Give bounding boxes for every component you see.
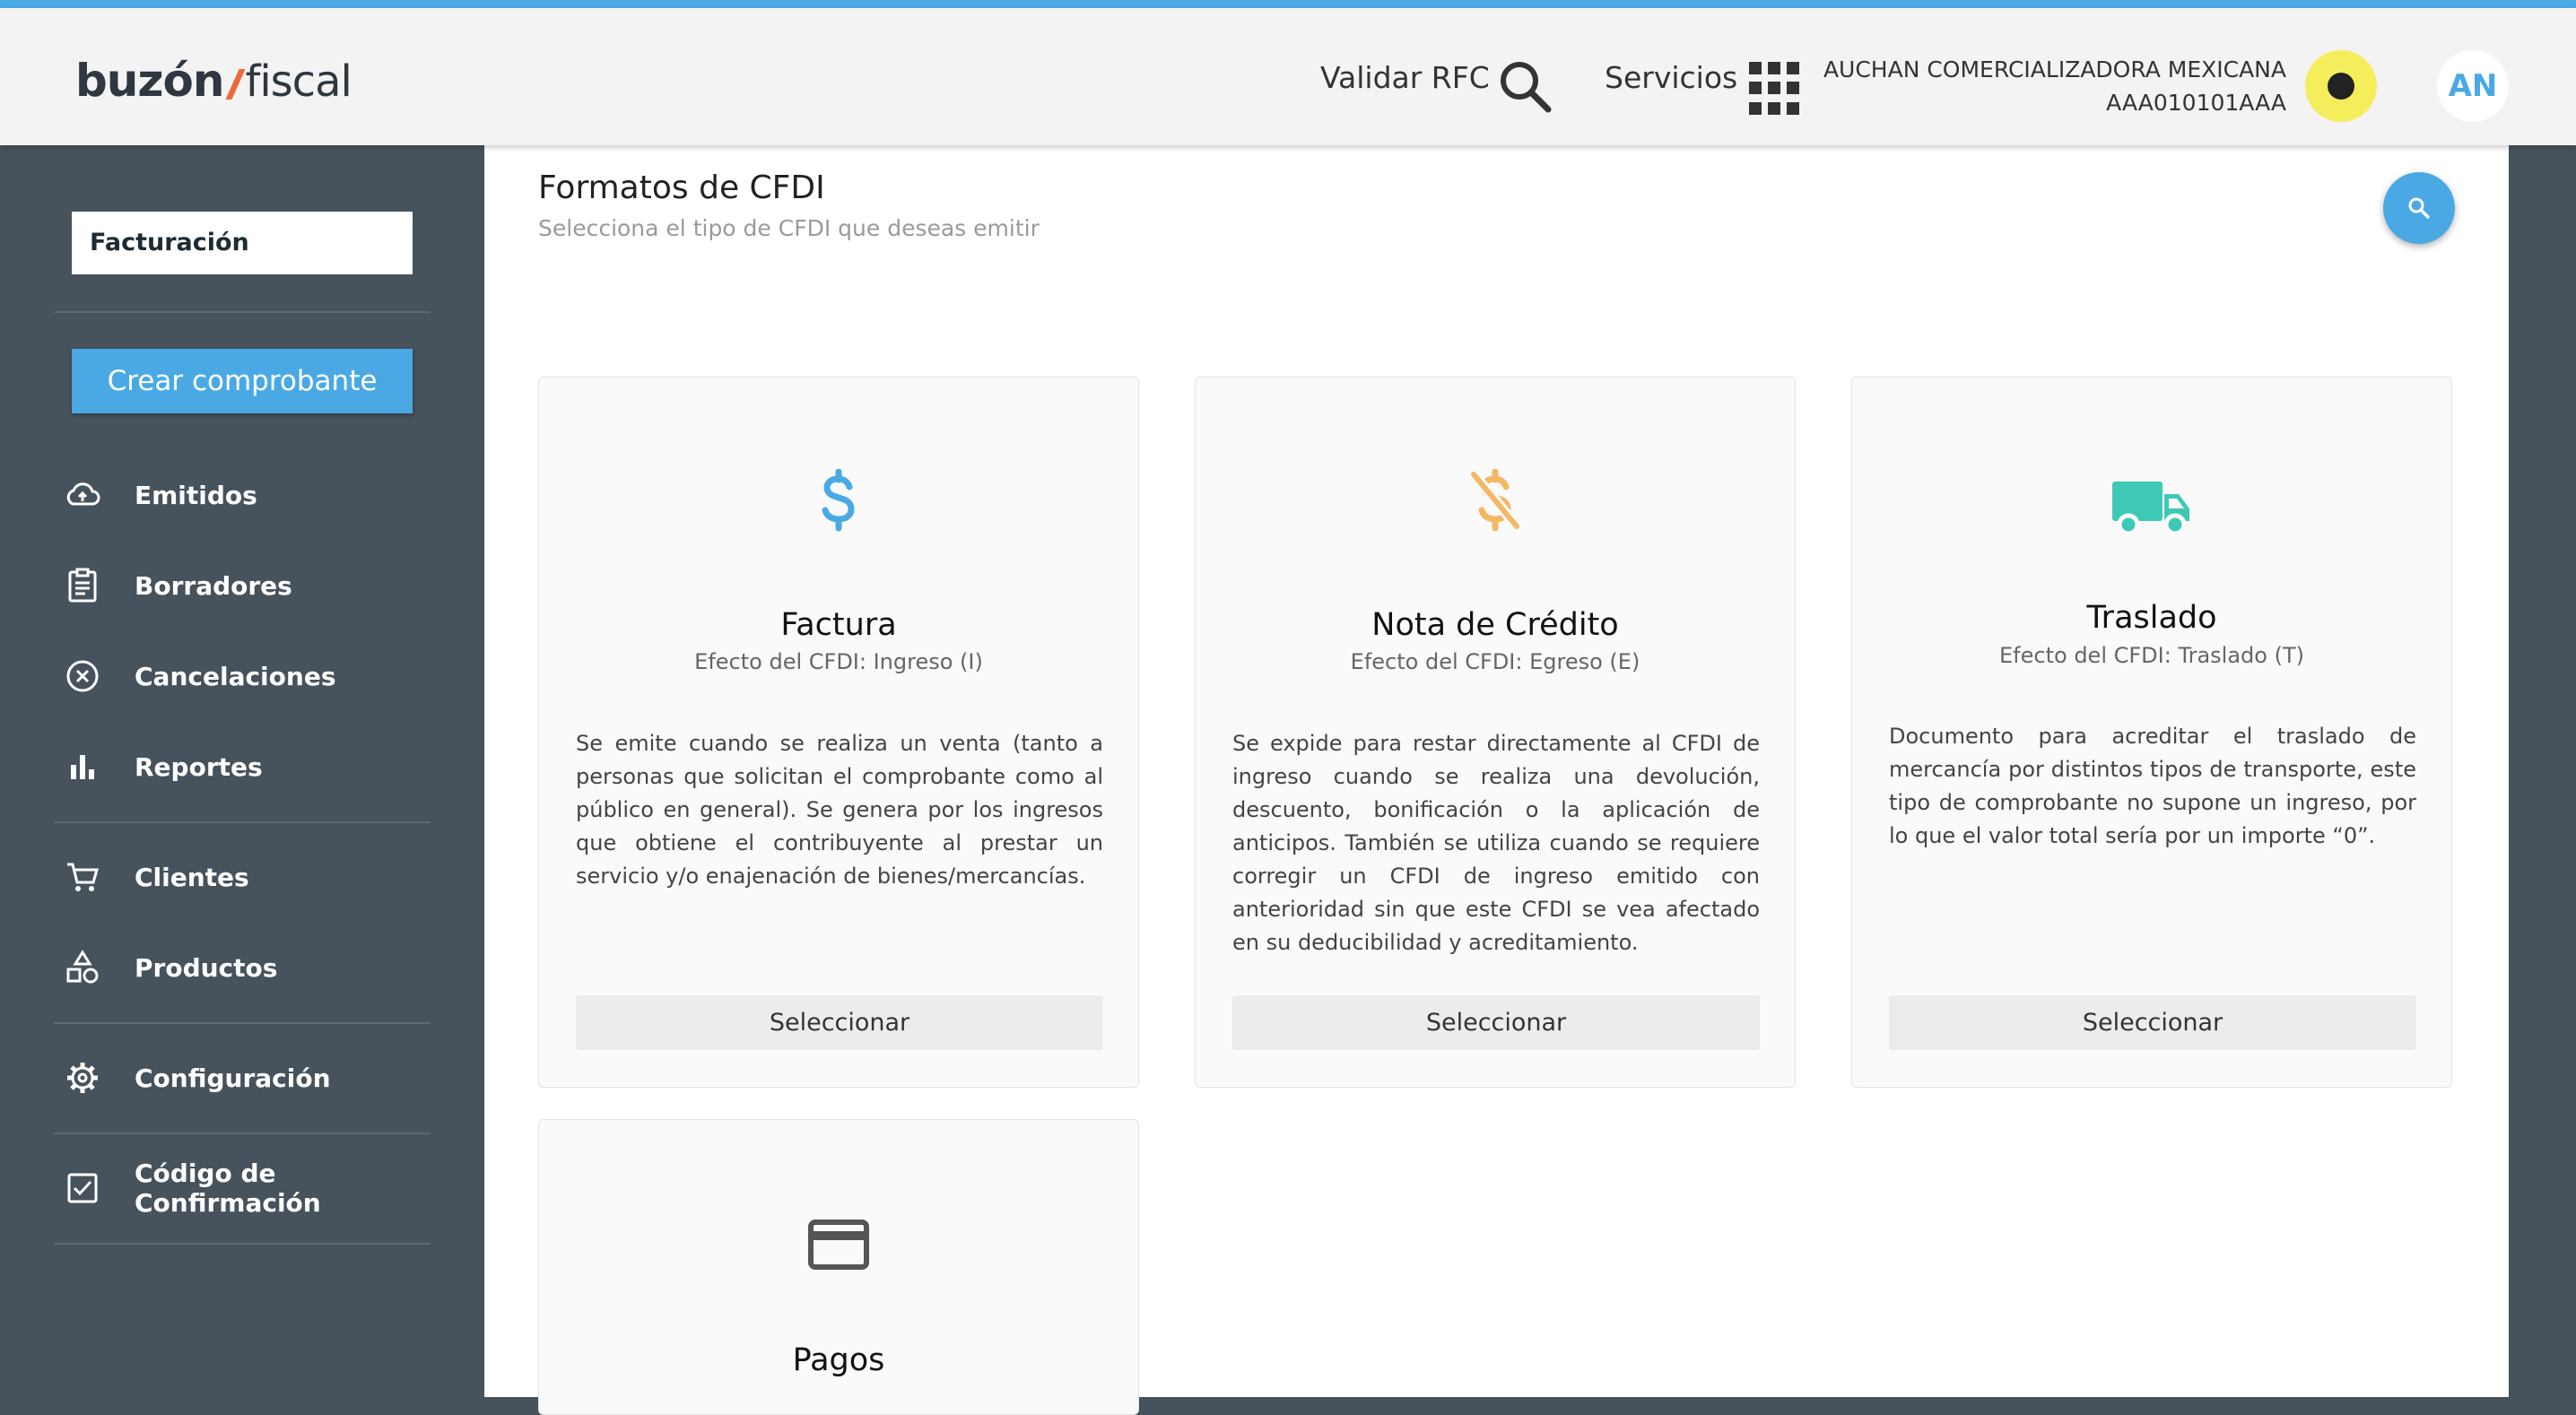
card-title: Nota de Crédito <box>1371 607 1619 643</box>
sidebar-item-cancelaciones[interactable] <box>63 649 439 703</box>
logo-bold-text: buzón <box>75 55 224 107</box>
sidebar-item-reportes[interactable] <box>63 740 439 794</box>
sidebar-item-clientes[interactable] <box>63 850 439 904</box>
sidebar-divider <box>54 1243 431 1245</box>
company-rfc: AAA010101AAA <box>2106 90 2286 116</box>
apps-grid-icon[interactable] <box>1749 62 1803 116</box>
company-logo-icon[interactable] <box>2305 50 2377 122</box>
sidebar-item-borradores[interactable] <box>63 559 439 612</box>
card-title: Factura <box>780 607 897 643</box>
sidebar-divider <box>54 1022 431 1024</box>
sidebar-item-label: Productos <box>135 952 278 983</box>
card-subtitle: Efecto del CFDI: Ingreso (I) <box>694 649 983 674</box>
clipboard-icon <box>63 566 102 605</box>
cfdi-card-traslado <box>1851 377 2452 1088</box>
cloud-upload-icon <box>63 475 102 515</box>
cfdi-card-nota-credito <box>1195 377 1796 1088</box>
page-subtitle: Selecciona el tipo de CFDI que deseas emitir <box>538 215 1040 241</box>
card-description: Documento para acreditar el traslado de mercancía por distintos tipos de transporte, este tipo de comprobante no supone un ingreso, por lo que el valor total sería por un importe “0”. <box>1889 724 2416 848</box>
gear-icon <box>63 1058 102 1098</box>
card-description: Se expide para restar directamente al CFDI de ingreso cuando se realiza una devolución, descuento, bonificación o la aplicación de anticipos. También se utiliza cuando se requiere corregir un CFDI de ingreso emitido con anterioridad sin que este CFDI se vea afectado en su deducibilidad y acreditamiento. <box>1232 731 1760 955</box>
card-title: Traslado <box>2086 600 2217 636</box>
company-info[interactable] <box>1823 53 2286 119</box>
sidebar-item-configuracion[interactable] <box>63 1051 439 1105</box>
sidebar-divider <box>54 1133 431 1134</box>
sidebar-item-label: Configuración <box>135 1063 331 1093</box>
sidebar-item-label: Reportes <box>135 751 263 782</box>
logo-thin-text: fiscal <box>245 56 352 107</box>
servicios-link[interactable]: Servicios <box>1605 60 1738 95</box>
sidebar-divider <box>54 311 431 313</box>
truck-icon <box>2110 478 2193 541</box>
validar-rfc-link[interactable]: Validar RFC <box>1320 60 1490 95</box>
credit-card-icon <box>807 1219 870 1271</box>
sidebar-item-label: Cancelaciones <box>135 661 336 691</box>
avatar[interactable]: AN <box>2437 50 2509 122</box>
header <box>0 8 2576 145</box>
shapes-icon <box>63 948 102 987</box>
sidebar-item-codigo-confirmacion[interactable] <box>63 1159 439 1218</box>
sidebar-item-label: Código de Confirmación <box>135 1159 321 1218</box>
cfdi-card-factura <box>538 377 1139 1088</box>
cancel-circle-icon <box>63 656 102 696</box>
card-description: Se emite cuando se realiza un venta (tanto a personas que solicitan el comprobante como al público en general). Se genera por los ingresos que obtiene el contribuyente al prestar un servicio y/o enajenación de bienes/mercancías. <box>576 731 1103 889</box>
card-title: Pagos <box>792 1342 885 1378</box>
logo-slash <box>227 64 241 96</box>
sidebar-item-productos[interactable] <box>63 941 439 994</box>
checkbox-icon <box>63 1168 102 1208</box>
logo[interactable] <box>75 55 352 109</box>
search-icon[interactable] <box>1496 57 1553 115</box>
sidebar <box>0 145 484 1397</box>
page-title: Formatos de CFDI <box>538 169 825 206</box>
cfdi-card-pagos <box>538 1119 1139 1415</box>
sidebar-item-label: Clientes <box>135 862 249 892</box>
select-traslado-button[interactable]: Seleccionar <box>1889 995 2416 1050</box>
sidebar-item-emitidos[interactable] <box>63 468 439 522</box>
search-icon <box>2407 196 2431 220</box>
select-nota-credito-button[interactable]: Seleccionar <box>1232 995 1760 1050</box>
search-fab-button[interactable] <box>2383 172 2455 244</box>
money-off-icon <box>1466 469 1524 532</box>
card-subtitle: Efecto del CFDI: Traslado (T) <box>1999 643 2304 668</box>
cart-icon <box>63 857 102 897</box>
company-name: AUCHAN COMERCIALIZADORA MEXICANA <box>1823 56 2286 82</box>
bar-chart-icon <box>63 747 102 786</box>
section-selector[interactable]: Facturación <box>72 212 413 274</box>
create-comprobante-button[interactable]: Crear comprobante <box>72 349 413 413</box>
dollar-icon <box>812 469 866 532</box>
select-factura-button[interactable]: Seleccionar <box>576 995 1103 1050</box>
sidebar-divider <box>54 821 431 823</box>
top-accent-bar <box>0 0 2576 8</box>
card-subtitle: Efecto del CFDI: Egreso (E) <box>1350 649 1640 674</box>
sidebar-item-label: Borradores <box>135 570 292 601</box>
sidebar-item-label: Emitidos <box>135 480 257 510</box>
main-content <box>484 145 2509 1397</box>
